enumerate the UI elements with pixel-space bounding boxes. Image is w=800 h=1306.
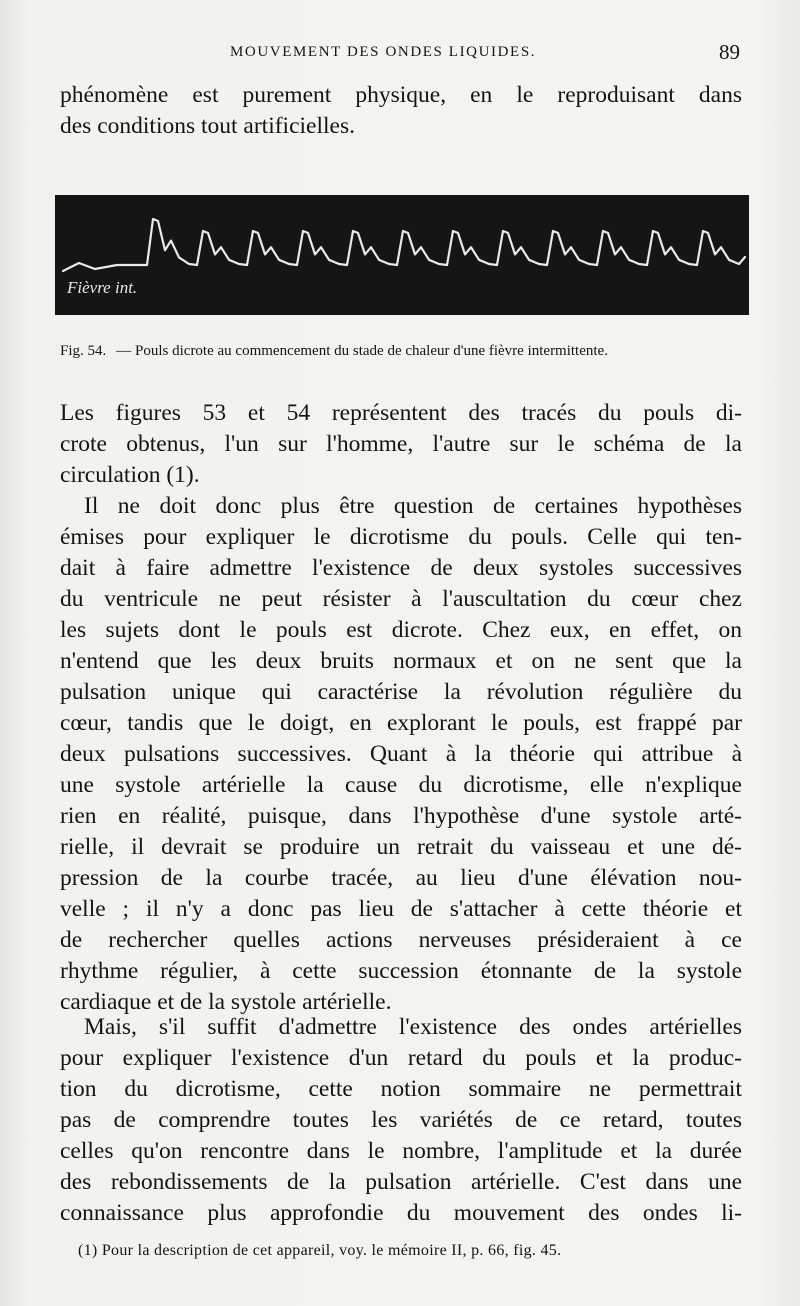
text-line: rien en réalité, puisque, dans l'hypothèse d'une systole arté- xyxy=(60,803,742,829)
footnote: (1) Pour la description de cet appareil, voy. le mémoire II, p. 66, fig. 45. xyxy=(78,1242,562,1259)
text-line: cardiaque et de la systole artérielle. xyxy=(60,989,392,1015)
text-line: des rebondissements de la pulsation artérielle. C'est dans une xyxy=(60,1169,742,1195)
text-line: pas de comprendre toutes les variétés de ce retard, toutes xyxy=(60,1107,742,1133)
text-line: rhythme régulier, à cette succession étonnante de la systole xyxy=(60,958,742,984)
text-line: connaissance plus approfondie du mouvement des ondes li- xyxy=(60,1200,742,1226)
text-line: crote obtenus, l'un sur l'homme, l'autre sur le schéma de la xyxy=(60,431,742,457)
text-line: émises pour expliquer le dicrotisme du pouls. Celle qui ten- xyxy=(60,524,742,550)
text-line: pour expliquer l'existence d'un retard du pouls et la produc- xyxy=(60,1045,742,1071)
text-line: Mais, s'il suffit d'admettre l'existence des ondes artérielles xyxy=(84,1014,742,1040)
caption-number: Fig. 54. xyxy=(60,343,107,359)
text-line: Il ne doit donc plus être question de certaines hypothèses xyxy=(84,493,742,519)
text-line: Les figures 53 et 54 représentent des tracés du pouls di- xyxy=(60,400,742,426)
text-line: velle ; il n'y a donc pas lieu de s'attacher à cette théorie et xyxy=(60,896,742,922)
caption-text: — Pouls dicrote au commencement du stade de chaleur d'une fièvre intermittente. xyxy=(116,343,608,359)
text-line: circulation (1). xyxy=(60,462,200,488)
pulse-trace-line xyxy=(63,219,745,271)
pulse-tracing-figure xyxy=(55,195,749,315)
text-line: une systole artérielle la cause du dicrotisme, elle n'explique xyxy=(60,772,742,798)
page-header xyxy=(230,40,740,70)
text-line: pression de la courbe tracée, au lieu d'une élévation nou- xyxy=(60,865,742,891)
page-number: 89 xyxy=(719,40,740,64)
text-line: du ventricule ne peut résister à l'auscultation du cœur chez xyxy=(60,586,742,612)
text-line: celles qu'on rencontre dans le nombre, l'amplitude et la durée xyxy=(60,1138,742,1164)
text-line: dait à faire admettre l'existence de deux systoles successives xyxy=(60,555,742,581)
text-line: des conditions tout artificielles. xyxy=(60,113,355,139)
text-line: n'entend que les deux bruits normaux et on ne sent que la xyxy=(60,648,742,674)
figure-label: Fièvre int. xyxy=(67,278,138,297)
figure-caption xyxy=(60,343,742,360)
pulse-tracing-graphic xyxy=(55,195,749,315)
text-line: phénomène est purement physique, en le reproduisant dans xyxy=(60,82,742,108)
text-line: pulsation unique qui caractérise la révolution régulière du xyxy=(60,679,742,705)
text-line: deux pulsations successives. Quant à la théorie qui attribue à xyxy=(60,741,742,767)
running-head: MOUVEMENT DES ONDES LIQUIDES. xyxy=(230,44,537,60)
text-line: cœur, tandis que le doigt, en explorant le pouls, est frappé par xyxy=(60,710,742,736)
text-line: les sujets dont le pouls est dicrote. Chez eux, en effet, on xyxy=(60,617,742,643)
text-line: de rechercher quelles actions nerveuses présideraient à ce xyxy=(60,927,742,953)
text-line: rielle, il devrait se produire un retrait du vaisseau et une dé- xyxy=(60,834,742,860)
text-line: tion du dicrotisme, cette notion sommaire ne permettrait xyxy=(60,1076,742,1102)
